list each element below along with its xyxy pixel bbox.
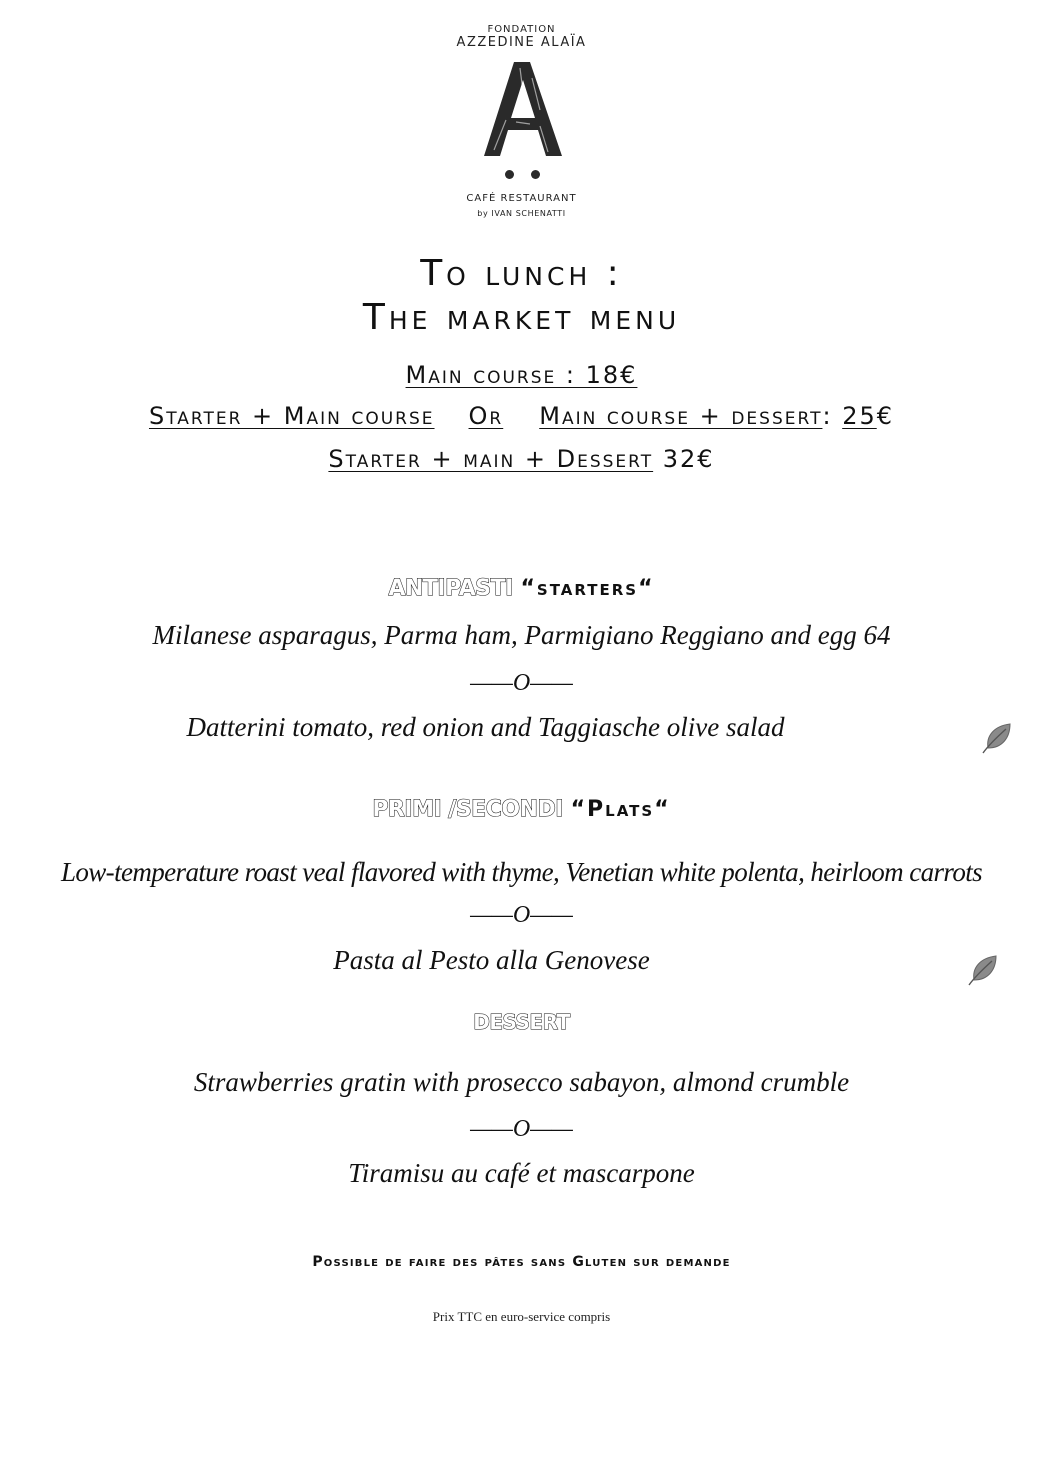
price-colon: :	[822, 402, 833, 430]
section-antipasti-heading	[0, 576, 1043, 601]
price-option-a: Starter + Main course	[148, 402, 435, 430]
logo-cafe-text: CAFÉ RESTAURANT	[466, 193, 577, 204]
logo-by-text: by IVAN SCHENATTI	[477, 209, 566, 218]
price-two-value: 25	[842, 402, 877, 430]
logo-dot-right	[531, 170, 540, 179]
dish-dessert-2: Tiramisu au café et mascarpone	[348, 1158, 695, 1188]
price-option-b: Main course + dessert	[539, 402, 823, 430]
price-or: Or	[468, 402, 504, 430]
menu-title-line1: To lunch :	[420, 253, 623, 294]
section-antipasti-subtitle: “starters“	[520, 576, 655, 601]
price-two-courses	[0, 402, 1043, 430]
dish-dessert-1: Strawberries gratin with prosecco sabayon, almond crumble	[193, 1067, 850, 1097]
dish-starter-2: Datterini tomato, red onion and Taggiasche olive salad	[186, 712, 785, 742]
price-service-note: Prix TTC en euro-service compris	[432, 1309, 611, 1324]
price-main-course-label: Main course : 18€	[405, 361, 638, 389]
gluten-free-note: Possible de faire des pâtes sans Gluten sur demande	[312, 1254, 731, 1270]
dish-main-1: Low-temperature roast veal flavored with thyme, Venetian white polenta, heirloom carrots	[60, 857, 983, 887]
leaf-icon	[980, 720, 1014, 754]
section-primi-heading	[0, 797, 1043, 822]
price-euro: €	[876, 402, 895, 430]
dish-separator: ——O——	[470, 902, 573, 928]
section-dessert-heading	[0, 1010, 1043, 1034]
logo-a-mark	[480, 60, 564, 158]
dish-main-2: Pasta al Pesto alla Genovese	[333, 945, 650, 975]
section-antipasti-name: ANTIPASTI	[388, 576, 513, 601]
menu-title-line2: The market menu	[362, 297, 681, 338]
section-dessert-name: DESSERT	[473, 1010, 570, 1034]
logo-name-text: AZZEDINE ALAÏA	[456, 35, 587, 50]
logo-dot-left	[505, 170, 514, 179]
dish-separator: ——O——	[470, 1116, 573, 1142]
price-three-courses	[0, 445, 1043, 473]
price-three-value: 32€	[662, 445, 715, 473]
section-primi-subtitle: “Plats“	[570, 797, 671, 822]
price-three-label: Starter + main + Dessert	[328, 445, 654, 473]
price-main-course	[0, 361, 1043, 389]
dish-starter-1: Milanese asparagus, Parma ham, Parmigiano Reggiano and egg 64	[152, 620, 891, 650]
dish-separator: ——O——	[470, 670, 573, 696]
section-primi-name: PRIMI /SECONDI	[372, 797, 563, 822]
logo-fondation-text: FONDATION	[487, 24, 556, 35]
leaf-icon	[966, 952, 1000, 986]
